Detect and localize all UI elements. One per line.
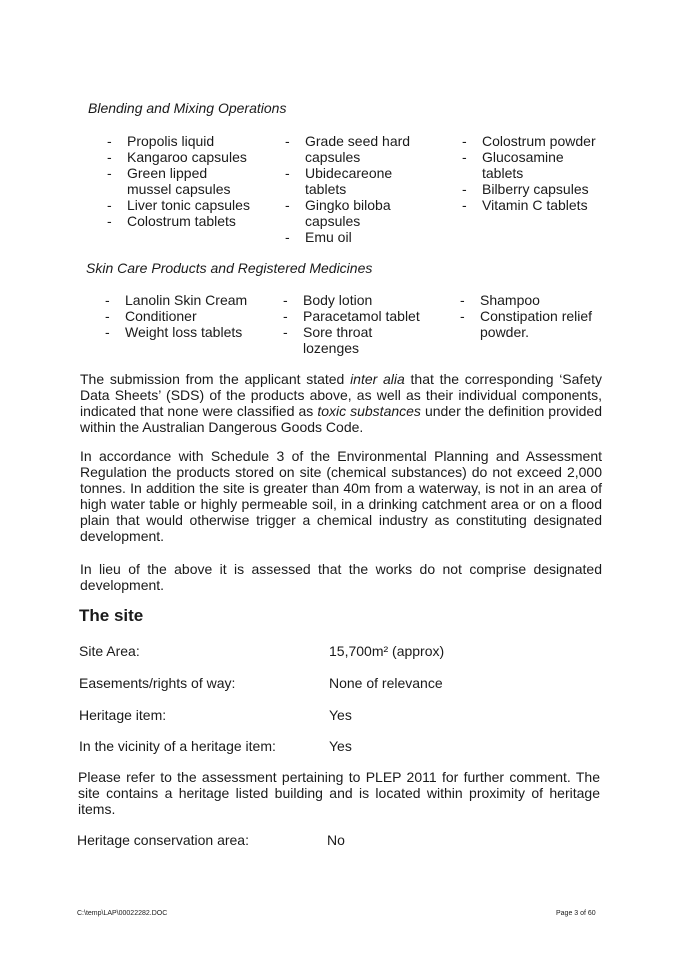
list-item bbox=[460, 324, 592, 340]
para1-italic-inter-alia: inter alia bbox=[350, 371, 405, 387]
skincare-list-col2 bbox=[283, 292, 420, 356]
skincare-list-col1 bbox=[105, 292, 247, 340]
list-item-text: powder. bbox=[480, 324, 530, 340]
list-dash: - bbox=[107, 213, 112, 229]
footer-page-number: Page 3 of 60 bbox=[556, 910, 596, 917]
list-dash bbox=[283, 340, 303, 356]
conclusion-paragraph: In lieu of the above it is assessed that the works do not comprise designated development. bbox=[80, 561, 602, 593]
list-item-text: Vitamin C tablets bbox=[482, 197, 588, 213]
blending-list-col3 bbox=[462, 133, 596, 213]
list-dash: - bbox=[462, 181, 467, 197]
list-item-text: Sore throat bbox=[303, 324, 373, 340]
list-item-text: Kangaroo capsules bbox=[127, 149, 247, 165]
list-item bbox=[107, 165, 250, 181]
heritage-vicinity-value: Yes bbox=[329, 738, 352, 754]
list-dash: - bbox=[105, 292, 110, 308]
list-item bbox=[285, 213, 410, 229]
list-item-text: Glucosamine bbox=[482, 149, 564, 165]
list-item-text: Colostrum powder bbox=[482, 133, 596, 149]
section-heading-site: The site bbox=[79, 606, 144, 625]
sds-paragraph bbox=[80, 371, 602, 435]
list-item bbox=[285, 165, 410, 181]
list-item bbox=[285, 149, 410, 165]
list-item-text: Ubidecareone bbox=[305, 165, 393, 181]
list-item-text: Weight loss tablets bbox=[125, 324, 243, 340]
list-item bbox=[283, 292, 420, 308]
list-dash: - bbox=[283, 308, 288, 324]
list-dash: - bbox=[283, 292, 288, 308]
list-dash bbox=[285, 213, 305, 229]
list-dash bbox=[107, 181, 127, 197]
list-item-text: Propolis liquid bbox=[127, 133, 215, 149]
list-item-text: mussel capsules bbox=[127, 181, 231, 197]
heritage-vicinity-label: In the vicinity of a heritage item: bbox=[79, 738, 276, 754]
list-item bbox=[107, 181, 250, 197]
list-dash: - bbox=[107, 149, 112, 165]
list-item-text: Bilberry capsules bbox=[482, 181, 589, 197]
blending-list-col1 bbox=[107, 133, 250, 229]
list-item-text: Liver tonic capsules bbox=[127, 197, 250, 213]
list-dash: - bbox=[285, 229, 290, 245]
list-item bbox=[285, 181, 410, 197]
list-item bbox=[283, 340, 420, 356]
list-dash bbox=[460, 324, 480, 340]
list-item bbox=[462, 181, 596, 197]
blending-title: Blending and Mixing Operations bbox=[88, 100, 287, 116]
easements-label: Easements/rights of way: bbox=[79, 675, 236, 691]
list-item-text: Gingko biloba bbox=[305, 197, 391, 213]
list-dash: - bbox=[105, 324, 110, 340]
list-dash: - bbox=[107, 133, 112, 149]
list-dash: - bbox=[105, 308, 110, 324]
list-item bbox=[285, 133, 410, 149]
list-item bbox=[285, 229, 410, 245]
list-item-text: Colostrum tablets bbox=[127, 213, 236, 229]
list-item bbox=[107, 149, 250, 165]
para1-italic-toxic: toxic substances bbox=[317, 403, 421, 419]
list-dash: - bbox=[462, 149, 467, 165]
para1-text-e: under the definition provided within the Australian Dangerous Goods Code. bbox=[80, 403, 602, 435]
list-item bbox=[107, 213, 250, 229]
list-dash: - bbox=[460, 308, 465, 324]
list-item-text: Grade seed hard bbox=[305, 133, 411, 149]
conservation-area-value: No bbox=[327, 832, 345, 848]
list-item-text: tablets bbox=[305, 181, 347, 197]
list-item-text: Shampoo bbox=[480, 292, 540, 308]
easements-value: None of relevance bbox=[329, 675, 443, 691]
list-dash: - bbox=[283, 324, 288, 340]
list-item-text: tablets bbox=[482, 165, 524, 181]
list-item bbox=[105, 308, 247, 324]
list-dash: - bbox=[285, 165, 290, 181]
skincare-list-col3 bbox=[460, 292, 592, 340]
para1-text-c: that the corresponding ‘Safety Data Sheets’ (SDS) of the products above, as well as their individual components, indicated that none were classified as bbox=[80, 371, 602, 419]
list-item-text: capsules bbox=[305, 213, 361, 229]
list-item bbox=[105, 324, 247, 340]
list-dash: - bbox=[462, 197, 467, 213]
list-dash: - bbox=[460, 292, 465, 308]
list-item-text: Body lotion bbox=[303, 292, 373, 308]
schedule3-paragraph: In accordance with Schedule 3 of the Environmental Planning and Assessment Regulation the products stored on site (chemical substances) do not exceed 2,000 tonnes. In addition the site is greater than 40m from a waterway, is not in an area of high water table or highly permeable soil, in a drinking catchment area or on a flood plain that would otherwise trigger a chemical industry as constituting designated development. bbox=[80, 448, 602, 544]
site-area-value: 15,700m² (approx) bbox=[329, 643, 445, 659]
list-item-text: Conditioner bbox=[125, 308, 197, 324]
list-item bbox=[462, 149, 596, 165]
list-item-text: Constipation relief bbox=[480, 308, 593, 324]
heritage-note-paragraph: Please refer to the assessment pertaining to PLEP 2011 for further comment. The site contains a heritage listed building and is located within proximity of heritage items. bbox=[78, 769, 600, 817]
footer-file-path: C:\temp\LAP\00022282.DOC bbox=[77, 910, 168, 917]
list-dash: - bbox=[462, 133, 467, 149]
list-dash: - bbox=[107, 197, 112, 213]
para1-text-a: The submission from the applicant stated bbox=[80, 371, 351, 387]
list-dash bbox=[285, 149, 305, 165]
blending-list-col2 bbox=[285, 133, 410, 245]
list-dash: - bbox=[107, 165, 112, 181]
list-item-text: Emu oil bbox=[305, 229, 352, 245]
list-item-text: Green lipped bbox=[127, 165, 208, 181]
list-item bbox=[460, 308, 592, 324]
skincare-title: Skin Care Products and Registered Medicines bbox=[86, 260, 373, 276]
list-item bbox=[285, 197, 410, 213]
heritage-item-label: Heritage item: bbox=[79, 707, 167, 723]
list-dash bbox=[285, 181, 305, 197]
list-item-text: Lanolin Skin Cream bbox=[125, 292, 248, 308]
conservation-area-label: Heritage conservation area: bbox=[77, 832, 249, 848]
list-item-text: capsules bbox=[305, 149, 361, 165]
site-area-label: Site Area: bbox=[79, 643, 140, 659]
list-item bbox=[462, 197, 596, 213]
list-dash: - bbox=[285, 197, 290, 213]
list-item bbox=[283, 308, 420, 324]
list-item bbox=[462, 165, 596, 181]
list-item bbox=[107, 133, 250, 149]
list-dash bbox=[462, 165, 482, 181]
list-item bbox=[107, 197, 250, 213]
list-item bbox=[283, 324, 420, 340]
heritage-item-value: Yes bbox=[329, 707, 352, 723]
list-item-text: lozenges bbox=[303, 340, 360, 356]
list-item-text: Paracetamol tablet bbox=[303, 308, 420, 324]
list-dash: - bbox=[285, 133, 290, 149]
list-item bbox=[460, 292, 592, 308]
list-item bbox=[105, 292, 247, 308]
list-item bbox=[462, 133, 596, 149]
